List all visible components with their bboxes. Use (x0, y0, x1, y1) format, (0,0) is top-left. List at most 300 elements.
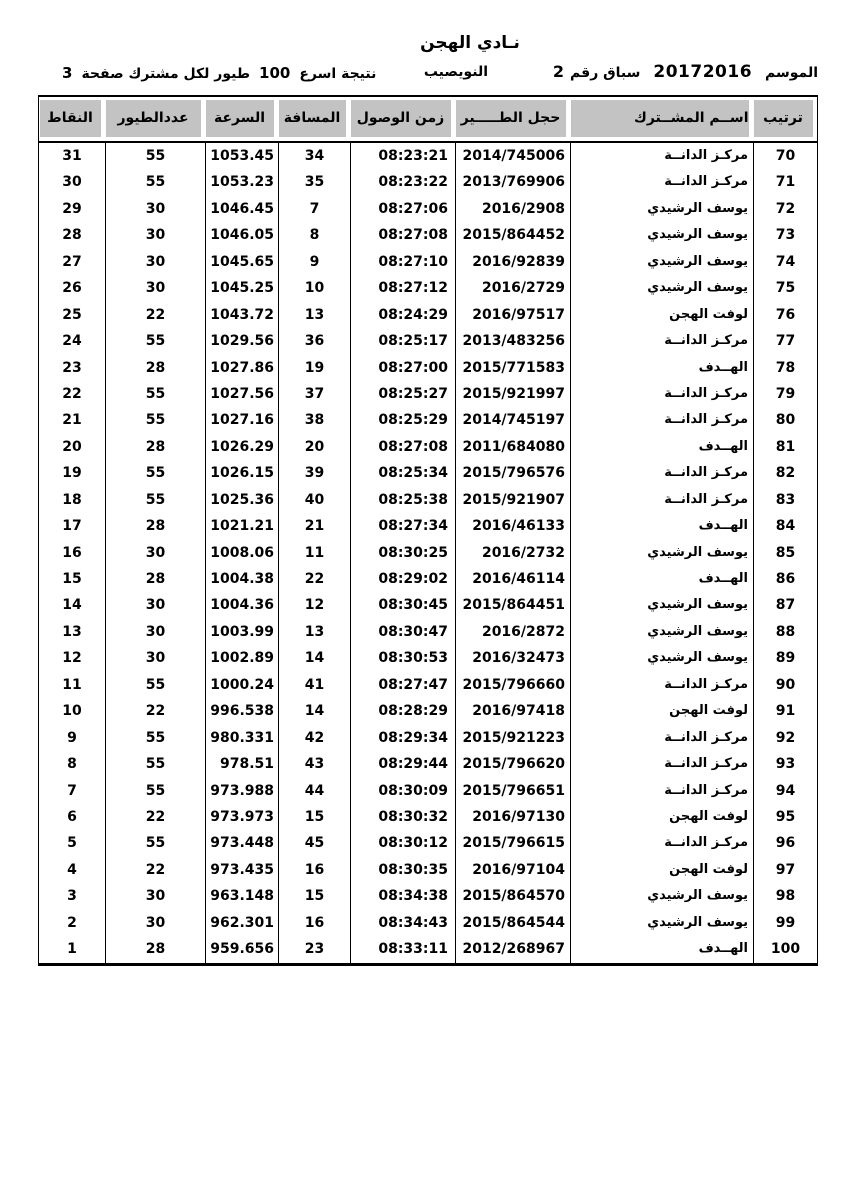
cell-bird-count: 22 (105, 698, 205, 724)
cell-ring: 2016/92839 (455, 249, 570, 275)
table-row (39, 407, 817, 433)
cell-participant: مركـز الدانــة (570, 143, 753, 169)
cell-distance: 36 (278, 328, 350, 354)
table-row (39, 143, 817, 169)
table-row (39, 169, 817, 195)
cell-bird-count: 55 (105, 725, 205, 751)
result-count: 100 (259, 64, 291, 82)
cell-participant: يوسف الرشيدي (570, 645, 753, 671)
cell-bird-count: 22 (105, 857, 205, 883)
result-info (54, 64, 376, 82)
cell-speed: 996.538 (205, 698, 278, 724)
cell-points: 11 (62, 676, 82, 693)
cell-arrival-time: 08:25:17 (350, 328, 455, 354)
cell-points: 15 (62, 571, 82, 587)
cell-points: 28 (62, 227, 82, 244)
cell-ring: 2016/32473 (455, 645, 570, 671)
cell-bird-count: 30 (105, 619, 205, 645)
cell-ring: 2016/97104 (455, 857, 570, 883)
cell-bird-count: 28 (105, 566, 205, 592)
header-points: النقاط (40, 100, 101, 137)
cell-speed: 1004.38 (205, 566, 278, 592)
cell-points: 20 (62, 438, 82, 455)
per-participant-label: طيور لكل مشترك صفحة (81, 66, 251, 82)
cell-participant: الهــدف (570, 513, 753, 539)
cell-ring: 2015/864451 (455, 592, 570, 618)
cell-bird-count: 28 (105, 513, 205, 539)
cell-ring: 2015/796620 (455, 751, 570, 777)
cell-points: 3 (67, 888, 77, 905)
cell-distance: 38 (278, 407, 350, 433)
cell-bird-count: 30 (105, 910, 205, 936)
cell-bird-count: 22 (105, 804, 205, 830)
cell-speed: 1021.21 (205, 513, 278, 539)
cell-bird-count: 30 (105, 196, 205, 222)
cell-participant: يوسف الرشيدي (570, 619, 753, 645)
cell-rank: 91 (753, 698, 817, 724)
cell-bird-count: 55 (105, 328, 205, 354)
cell-ring: 2015/796651 (455, 778, 570, 804)
cell-rank: 85 (753, 540, 817, 566)
cell-rank: 75 (753, 275, 817, 301)
cell-rank: 77 (753, 328, 817, 354)
cell-bird-count: 55 (105, 381, 205, 407)
cell-distance: 43 (278, 751, 350, 777)
season-race-info (553, 62, 818, 82)
cell-distance: 14 (278, 645, 350, 671)
cell-arrival-time: 08:27:34 (350, 513, 455, 539)
header-distance: المسافة (279, 100, 346, 137)
cell-participant: الهــدف (570, 355, 753, 381)
cell-arrival-time: 08:27:47 (350, 672, 455, 698)
cell-distance: 16 (278, 910, 350, 936)
cell-rank: 87 (753, 592, 817, 618)
cell-rank: 88 (753, 619, 817, 645)
cell-distance: 13 (278, 302, 350, 328)
cell-speed: 1026.15 (205, 460, 278, 486)
cell-bird-count: 30 (105, 883, 205, 909)
cell-rank: 92 (753, 725, 817, 751)
cell-bird-count: 55 (105, 169, 205, 195)
cell-rank: 84 (753, 513, 817, 539)
cell-rank: 83 (753, 487, 817, 513)
cell-arrival-time: 08:29:34 (350, 725, 455, 751)
cell-ring: 2011/684080 (455, 434, 570, 460)
cell-distance: 35 (278, 169, 350, 195)
cell-distance: 45 (278, 830, 350, 856)
cell-bird-count: 55 (105, 407, 205, 433)
header-arrival-time: زمن الوصول (351, 100, 451, 137)
cell-arrival-time: 08:30:09 (350, 778, 455, 804)
header-participant: اســم المشــترك (571, 100, 749, 137)
cell-participant: مركـز الدانــة (570, 460, 753, 486)
cell-speed: 1029.56 (205, 328, 278, 354)
cell-arrival-time: 08:30:53 (350, 645, 455, 671)
cell-arrival-time: 08:27:06 (350, 196, 455, 222)
cell-points: 14 (62, 597, 82, 614)
cell-arrival-time: 08:33:11 (350, 936, 455, 962)
cell-arrival-time: 08:23:22 (350, 169, 455, 195)
cell-speed: 1025.36 (205, 487, 278, 513)
cell-ring: 2016/97130 (455, 804, 570, 830)
cell-points: 26 (62, 280, 82, 297)
cell-speed: 1043.72 (205, 302, 278, 328)
cell-distance: 9 (278, 249, 350, 275)
cell-distance: 34 (278, 143, 350, 169)
table-row (39, 883, 817, 909)
cell-speed: 1053.45 (205, 143, 278, 169)
cell-arrival-time: 08:25:34 (350, 460, 455, 486)
cell-participant: لوفت الهجن (570, 857, 753, 883)
cell-distance: 10 (278, 275, 350, 301)
cell-bird-count: 55 (105, 751, 205, 777)
cell-speed: 978.51 (205, 751, 278, 777)
cell-points: 17 (62, 518, 82, 535)
cell-speed: 963.148 (205, 883, 278, 909)
cell-speed: 1053.23 (205, 169, 278, 195)
cell-speed: 973.988 (205, 778, 278, 804)
race-label: سباق رقم (570, 65, 641, 81)
table-row (39, 249, 817, 275)
cell-speed: 1026.29 (205, 434, 278, 460)
cell-distance: 22 (278, 566, 350, 592)
table-row (39, 936, 817, 962)
cell-participant: يوسف الرشيدي (570, 592, 753, 618)
cell-ring: 2014/745006 (455, 143, 570, 169)
cell-speed: 1003.99 (205, 619, 278, 645)
cell-ring: 2015/864452 (455, 222, 570, 248)
cell-ring: 2015/796660 (455, 672, 570, 698)
cell-rank: 94 (753, 778, 817, 804)
cell-rank: 100 (753, 936, 817, 962)
cell-ring: 2016/2732 (455, 540, 570, 566)
table-row (39, 857, 817, 883)
table-row (39, 302, 817, 328)
cell-participant: يوسف الرشيدي (570, 883, 753, 909)
cell-distance: 14 (278, 698, 350, 724)
cell-arrival-time: 08:25:27 (350, 381, 455, 407)
table-row (39, 222, 817, 248)
table-row (39, 778, 817, 804)
cell-participant: لوفت الهجن (570, 698, 753, 724)
header-rank: ترتيب (754, 100, 813, 137)
table-row (39, 460, 817, 486)
cell-ring: 2013/483256 (455, 328, 570, 354)
cell-ring: 2016/2729 (455, 275, 570, 301)
table-row (39, 619, 817, 645)
cell-points: 23 (62, 359, 82, 376)
cell-points: 2 (67, 914, 77, 931)
cell-distance: 37 (278, 381, 350, 407)
cell-arrival-time: 08:27:00 (350, 355, 455, 381)
cell-points: 29 (62, 200, 82, 217)
cell-points: 25 (62, 306, 82, 323)
table-row (39, 434, 817, 460)
cell-distance: 21 (278, 513, 350, 539)
cell-points: 1 (67, 941, 77, 958)
table-row (39, 645, 817, 671)
table-row (39, 328, 817, 354)
page-number: 3 (62, 64, 73, 82)
cell-bird-count: 55 (105, 460, 205, 486)
cell-participant: يوسف الرشيدي (570, 222, 753, 248)
cell-distance: 12 (278, 592, 350, 618)
table-row (39, 381, 817, 407)
cell-ring: 2015/796576 (455, 460, 570, 486)
cell-rank: 71 (753, 169, 817, 195)
cell-ring: 2015/864544 (455, 910, 570, 936)
cell-points: 27 (62, 253, 82, 270)
cell-rank: 79 (753, 381, 817, 407)
cell-arrival-time: 08:27:10 (350, 249, 455, 275)
cell-bird-count: 55 (105, 830, 205, 856)
cell-participant: لوفت الهجن (570, 302, 753, 328)
cell-arrival-time: 08:24:29 (350, 302, 455, 328)
cell-ring: 2015/796615 (455, 830, 570, 856)
cell-rank: 81 (753, 434, 817, 460)
cell-speed: 962.301 (205, 910, 278, 936)
cell-speed: 1027.86 (205, 355, 278, 381)
cell-rank: 96 (753, 830, 817, 856)
cell-distance: 44 (278, 778, 350, 804)
cell-rank: 95 (753, 804, 817, 830)
cell-arrival-time: 08:30:12 (350, 830, 455, 856)
results-table (38, 95, 818, 966)
cell-speed: 1004.36 (205, 592, 278, 618)
season-value: 20172016 (653, 62, 753, 82)
cell-arrival-time: 08:25:29 (350, 407, 455, 433)
cell-points: 21 (62, 412, 82, 429)
race-number: 2 (552, 62, 565, 81)
cell-ring: 2016/2872 (455, 619, 570, 645)
cell-ring: 2015/921997 (455, 381, 570, 407)
cell-points: 6 (67, 808, 77, 825)
cell-points: 18 (62, 491, 82, 508)
table-row (39, 830, 817, 856)
cell-arrival-time: 08:27:12 (350, 275, 455, 301)
cell-distance: 11 (278, 540, 350, 566)
cell-participant: مركـز الدانــة (570, 407, 753, 433)
table-row (39, 672, 817, 698)
cell-rank: 86 (753, 566, 817, 592)
cell-speed: 1045.25 (205, 275, 278, 301)
cell-rank: 89 (753, 645, 817, 671)
cell-ring: 2015/864570 (455, 883, 570, 909)
cell-participant: يوسف الرشيدي (570, 275, 753, 301)
cell-participant: يوسف الرشيدي (570, 249, 753, 275)
header-bird-count: عددالطيور (106, 100, 201, 137)
cell-distance: 23 (278, 936, 350, 962)
cell-participant: مركـز الدانــة (570, 672, 753, 698)
cell-participant: مركـز الدانــة (570, 487, 753, 513)
cell-points: 30 (62, 174, 82, 191)
cell-points: 10 (62, 703, 82, 720)
cell-bird-count: 30 (105, 645, 205, 671)
cell-rank: 70 (753, 143, 817, 169)
cell-bird-count: 22 (105, 302, 205, 328)
cell-participant: الهــدف (570, 566, 753, 592)
cell-bird-count: 30 (105, 222, 205, 248)
cell-arrival-time: 08:25:38 (350, 487, 455, 513)
cell-speed: 1000.24 (205, 672, 278, 698)
header-ring: حجل الطـــــير (456, 100, 566, 137)
cell-ring: 2016/2908 (455, 196, 570, 222)
cell-points: 8 (67, 756, 77, 773)
header-speed: السرعة (206, 100, 274, 137)
cell-speed: 980.331 (205, 725, 278, 751)
cell-arrival-time: 08:30:35 (350, 857, 455, 883)
cell-arrival-time: 08:23:21 (350, 143, 455, 169)
table-body (39, 143, 817, 963)
cell-participant: مركـز الدانــة (570, 328, 753, 354)
page-title: نـادي الهجن (420, 33, 520, 53)
cell-points: 4 (67, 861, 77, 878)
cell-bird-count: 30 (105, 275, 205, 301)
cell-ring: 2014/745197 (455, 407, 570, 433)
table-row (39, 751, 817, 777)
cell-bird-count: 28 (105, 355, 205, 381)
cell-ring: 2016/46133 (455, 513, 570, 539)
cell-distance: 42 (278, 725, 350, 751)
cell-participant: مركـز الدانــة (570, 169, 753, 195)
cell-points: 7 (67, 782, 77, 799)
cell-participant: مركـز الدانــة (570, 751, 753, 777)
cell-speed: 1008.06 (205, 540, 278, 566)
table-row (39, 804, 817, 830)
season-label: الموسم (765, 65, 818, 81)
cell-arrival-time: 08:27:08 (350, 434, 455, 460)
cell-bird-count: 28 (105, 936, 205, 962)
cell-arrival-time: 08:30:47 (350, 619, 455, 645)
table-row (39, 698, 817, 724)
table-row (39, 725, 817, 751)
cell-ring: 2015/771583 (455, 355, 570, 381)
cell-bird-count: 30 (105, 592, 205, 618)
cell-bird-count: 55 (105, 487, 205, 513)
cell-participant: لوفت الهجن (570, 804, 753, 830)
table-row (39, 487, 817, 513)
cell-rank: 97 (753, 857, 817, 883)
cell-speed: 1002.89 (205, 645, 278, 671)
cell-ring: 2016/97517 (455, 302, 570, 328)
cell-ring: 2013/769906 (455, 169, 570, 195)
cell-distance: 7 (278, 196, 350, 222)
cell-participant: مركـز الدانــة (570, 830, 753, 856)
cell-points: 22 (62, 385, 82, 402)
race-location: النويصيب (423, 64, 488, 80)
table-row (39, 196, 817, 222)
cell-arrival-time: 08:29:02 (350, 566, 455, 592)
cell-rank: 90 (753, 672, 817, 698)
cell-arrival-time: 08:30:25 (350, 540, 455, 566)
cell-speed: 1027.56 (205, 381, 278, 407)
cell-points: 31 (62, 148, 82, 164)
cell-speed: 1046.45 (205, 196, 278, 222)
cell-participant: مركـز الدانــة (570, 725, 753, 751)
cell-rank: 78 (753, 355, 817, 381)
cell-arrival-time: 08:34:38 (350, 883, 455, 909)
cell-participant: يوسف الرشيدي (570, 910, 753, 936)
cell-speed: 1046.05 (205, 222, 278, 248)
table-row (39, 592, 817, 618)
cell-ring: 2015/921223 (455, 725, 570, 751)
table-row (39, 513, 817, 539)
cell-speed: 973.435 (205, 857, 278, 883)
cell-distance: 16 (278, 857, 350, 883)
cell-rank: 72 (753, 196, 817, 222)
table-row (39, 540, 817, 566)
cell-participant: مركـز الدانــة (570, 381, 753, 407)
cell-speed: 973.973 (205, 804, 278, 830)
cell-points: 13 (62, 623, 82, 640)
cell-distance: 39 (278, 460, 350, 486)
cell-bird-count: 55 (105, 778, 205, 804)
cell-arrival-time: 08:29:44 (350, 751, 455, 777)
cell-distance: 15 (278, 804, 350, 830)
cell-distance: 20 (278, 434, 350, 460)
cell-bird-count: 30 (105, 540, 205, 566)
cell-arrival-time: 08:30:32 (350, 804, 455, 830)
cell-participant: مركـز الدانــة (570, 778, 753, 804)
cell-participant: الهــدف (570, 434, 753, 460)
cell-participant: الهــدف (570, 936, 753, 962)
cell-points: 9 (67, 729, 77, 746)
cell-points: 19 (62, 465, 82, 482)
cell-speed: 1045.65 (205, 249, 278, 275)
cell-bird-count: 30 (105, 249, 205, 275)
cell-ring: 2015/921907 (455, 487, 570, 513)
cell-rank: 99 (753, 910, 817, 936)
cell-ring: 2016/46114 (455, 566, 570, 592)
cell-speed: 959.656 (205, 936, 278, 962)
table-row (39, 355, 817, 381)
cell-points: 24 (62, 333, 82, 350)
cell-rank: 76 (753, 302, 817, 328)
cell-bird-count: 55 (105, 143, 205, 169)
cell-points: 16 (62, 544, 82, 561)
cell-arrival-time: 08:30:45 (350, 592, 455, 618)
cell-participant: يوسف الرشيدي (570, 540, 753, 566)
cell-bird-count: 55 (105, 672, 205, 698)
table-row (39, 566, 817, 592)
cell-points: 12 (62, 650, 82, 667)
cell-distance: 8 (278, 222, 350, 248)
cell-participant: يوسف الرشيدي (570, 196, 753, 222)
table-header-row (39, 97, 817, 143)
cell-bird-count: 28 (105, 434, 205, 460)
report-header-line (38, 62, 818, 88)
table-row (39, 275, 817, 301)
cell-distance: 19 (278, 355, 350, 381)
cell-distance: 41 (278, 672, 350, 698)
cell-rank: 74 (753, 249, 817, 275)
cell-distance: 13 (278, 619, 350, 645)
cell-ring: 2012/268967 (455, 936, 570, 962)
cell-rank: 82 (753, 460, 817, 486)
cell-speed: 1027.16 (205, 407, 278, 433)
cell-rank: 98 (753, 883, 817, 909)
cell-arrival-time: 08:34:43 (350, 910, 455, 936)
cell-arrival-time: 08:28:29 (350, 698, 455, 724)
cell-speed: 973.448 (205, 830, 278, 856)
cell-distance: 40 (278, 487, 350, 513)
cell-rank: 93 (753, 751, 817, 777)
cell-ring: 2016/97418 (455, 698, 570, 724)
cell-arrival-time: 08:27:08 (350, 222, 455, 248)
result-label: نتيجة اسرع (299, 66, 377, 82)
cell-points: 5 (67, 835, 77, 852)
table-row (39, 910, 817, 936)
